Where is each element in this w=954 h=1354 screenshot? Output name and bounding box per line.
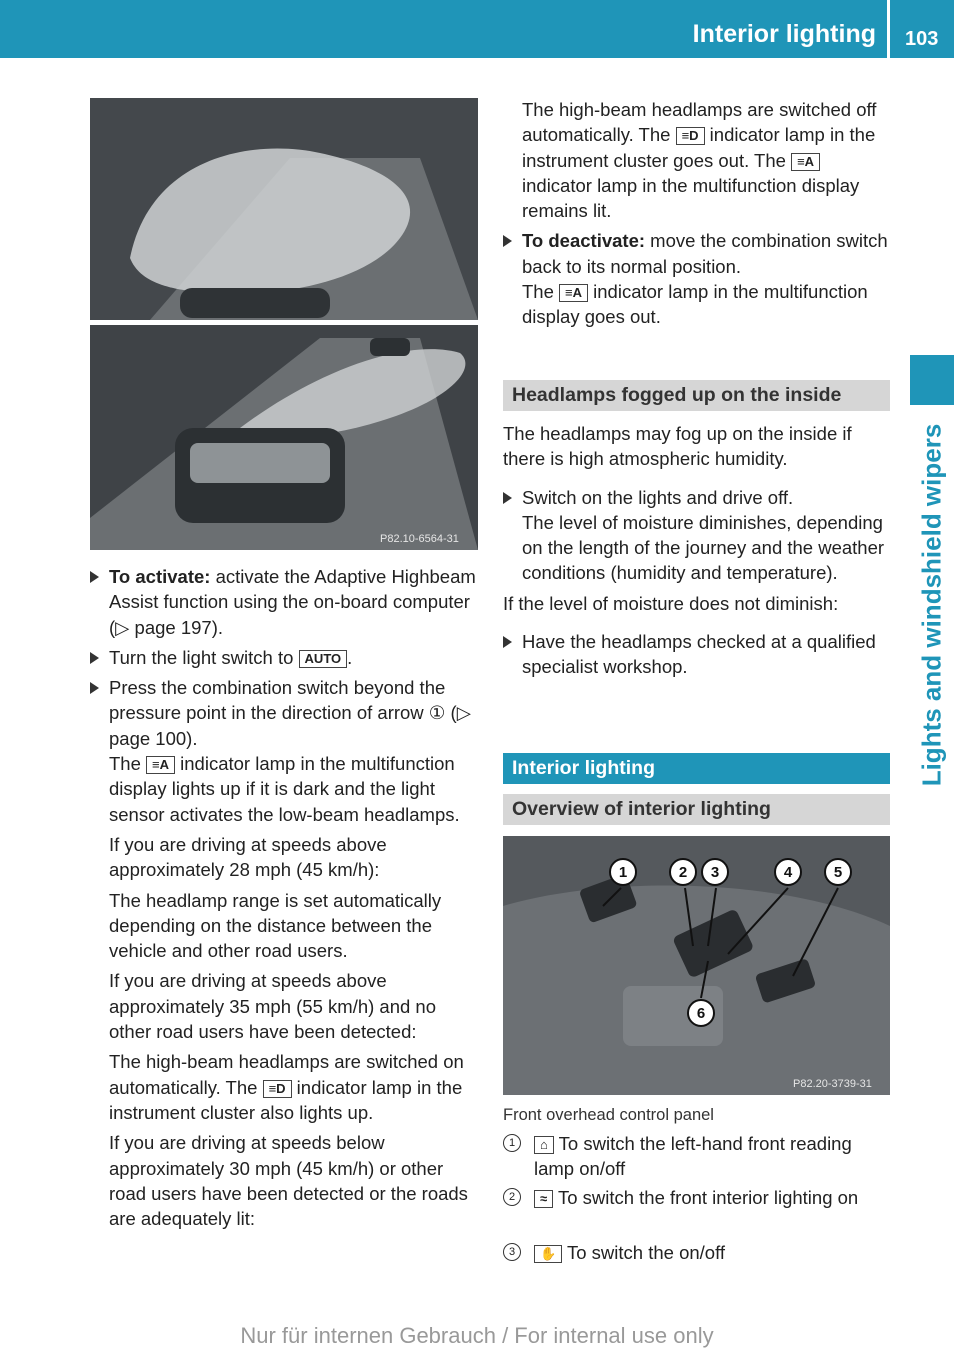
highbeam-off-a: The high-beam headlamps are switched off automatically. The [522,99,877,146]
figure2-code: P82.20-3739-31 [793,1078,872,1090]
highbeam-off-b: indicator lamp in the instrument cluster goes out. The [522,124,876,171]
step-deactivate [503,228,893,279]
legend-number-1: 1 [503,1134,521,1152]
figure1-code: P82.10-6564-31 [380,533,459,545]
bullet-arrow-icon [503,235,512,247]
legend-text-1: To switch the left-hand front reading lamp on/off [534,1133,852,1180]
speed-note-30: If you are driving at speeds below approximately 30 mph (45 km/h) or other road users have been detected or the roads are adequately lit: [109,1132,468,1230]
interior-light-icon: ≈ [534,1190,553,1208]
step-activate [90,564,482,640]
legend-text-3: To switch the on/off [567,1242,726,1263]
bullet-arrow-icon [90,571,99,583]
right-column-fog [503,421,893,685]
deactivate-note [503,279,893,330]
deactivate-text: move the combination switch back to its normal position. [522,230,888,277]
note-post: indicator lamp in the multifunction display lights up if it is dark and the light sensor activates the low-beam headlamps. [109,753,460,825]
legend-item-1 [503,1131,893,1182]
overhead-control-panel-photo [503,836,890,1095]
step-light-switch [90,645,482,670]
bullet-arrow-icon [503,492,512,504]
callout-6: 6 [696,1005,706,1022]
highbeam-off-note [503,97,893,223]
highbeam-assist-lamp-icon: ≡A [146,756,175,774]
bullet-arrow-icon [90,652,99,664]
heading-fogged-headlamps: Headlamps fogged up on the inside [503,380,890,411]
heading-overview-interior-lighting: Overview of interior lighting [503,794,890,825]
light-switch-text: Turn the light switch to [109,646,299,668]
highbeam-on-note [90,1049,482,1125]
left-column [90,564,482,1236]
headlamp-range-note: The headlamp range is set automatically depending on the distance between the vehicle and other road users. [109,889,442,962]
highbeam-assist-lamp-icon: ≡A [791,153,820,171]
deactivate-note-pre: The [522,281,560,303]
legend-number-3: 3 [503,1243,521,1261]
light-switch-end: . [347,646,353,668]
page-number: 103 [905,28,939,50]
switch-on-lights-text: Switch on the lights and drive off. [522,486,794,508]
activate-text: activate the Adaptive Highbeam Assist function using the on-board computer (▷ page 197). [109,566,476,638]
note-pre: The [109,753,147,775]
step-combination-switch [90,675,482,751]
legend-item-2 [503,1185,893,1210]
chapter-title: Lights and windshield wipers [916,423,947,787]
bullet-arrow-icon [503,636,512,648]
header-divider [887,0,890,58]
highbeam-off-c: indicator lamp in the multifunction display remains lit. [522,174,860,222]
callout-2: 2 [678,864,688,881]
manual-switch-icon: ✋ [534,1245,562,1263]
heading-interior-lighting: Interior lighting [503,753,890,784]
control-panel-scene [503,836,890,1095]
moisture-note: The level of moisture diminishes, depending on the length of the journey and the weather conditions (humidity and temperature). [522,511,885,584]
speed-note-28: If you are driving at speeds above approximately 28 mph (45 km/h): [109,833,387,881]
callout-3: 3 [710,864,720,881]
highbeam-on-pre: The high-beam headlamps are switched on automatically. The [109,1051,464,1098]
highbeam-lamp-icon: ≡D [676,127,705,145]
chapter-tab [910,355,954,405]
right-column-top [503,97,893,335]
legend-item-3 [503,1240,893,1265]
figure-caption: Front overhead control panel [503,1106,714,1124]
activate-label: To activate: [109,566,211,587]
highbeam-assist-lamp-icon: ≡A [559,284,588,302]
bullet-arrow-icon [90,682,99,694]
deactivate-label: To deactivate: [522,230,646,252]
moisture-condition: If the level of moisture does not diminish: [503,592,839,614]
internal-use-footer: Nur für internen Gebrauch / For internal use only [240,1323,714,1348]
headlamp-illustration [90,98,478,550]
headlamp-scene [90,98,478,550]
speed-note-35: If you are driving at speeds above approximately 35 mph (55 km/h) and no other road users have been detected: [109,970,437,1043]
fog-intro: The headlamps may fog up on the inside if there is high atmospheric humidity. [503,423,852,470]
callout-4: 4 [783,864,793,881]
section-title: Interior lighting [692,20,876,48]
legend-text-2: To switch the front interior lighting on [557,1187,859,1208]
page-header [0,0,954,58]
auto-symbol-icon: AUTO [299,650,348,668]
legend-number-2: 2 [503,1188,521,1206]
indicator-lamp-note [90,751,482,827]
highbeam-on-post: indicator lamp in the instrument cluster also lights up. [109,1076,463,1123]
combination-switch-text: Press the combination switch beyond the pressure point in the direction of arrow ① (▷ page 100). [109,677,471,749]
deactivate-note-post: indicator lamp in the multifunction display goes out. [522,281,868,328]
highbeam-lamp-icon: ≡D [263,1080,292,1098]
step-workshop [503,629,893,680]
reading-lamp-icon: ⌂ [534,1136,554,1154]
step-switch-on-lights [503,485,893,510]
callout-1: 1 [618,864,628,881]
callout-5: 5 [833,864,843,881]
workshop-text: Have the headlamps checked at a qualified specialist workshop. [522,631,876,678]
